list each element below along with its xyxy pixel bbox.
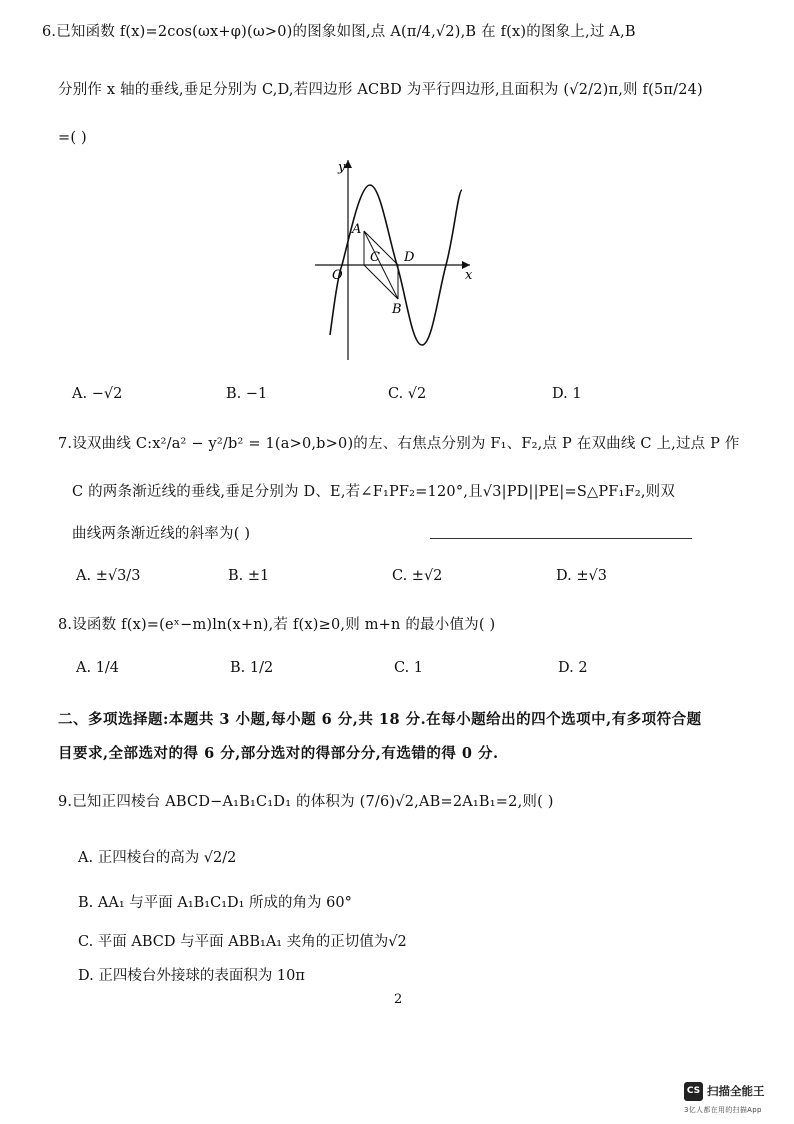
q6-option-c[interactable]: C. √2 (388, 386, 427, 402)
page-number: 2 (394, 992, 403, 1007)
label-d: D (404, 250, 415, 265)
q7-option-b[interactable]: B. ±1 (228, 568, 270, 584)
q7-option-a[interactable]: A. ±√3/3 (76, 568, 141, 584)
q8-option-b[interactable]: B. 1/2 (230, 660, 274, 676)
q6-stem-line3: =( ) (58, 130, 87, 146)
q6-stem-line2: 分别作 x 轴的垂线,垂足分别为 C,D,若四边形 ACBD 为平行四边形,且面积为 (√2/2)π,则 f(5π/24) (58, 82, 703, 98)
segment-cb (364, 265, 398, 299)
q8-option-d[interactable]: D. 2 (558, 660, 588, 676)
label-y: y (338, 160, 346, 175)
label-a: A (352, 222, 362, 237)
q8-stem: 8.设函数 f(x)=(eˣ−m)ln(x+n),若 f(x)≥0,则 m+n 的最小值为( ) (58, 617, 496, 633)
label-c: C (370, 250, 380, 265)
label-b: B (392, 302, 402, 317)
q6-option-d[interactable]: D. 1 (552, 386, 582, 402)
q9-stem: 9.已知正四棱台 ABCD−A₁B₁C₁D₁ 的体积为 (7/6)√2,AB=2A₁B₁=2,则( ) (58, 794, 554, 810)
label-x: x (465, 268, 473, 283)
q7-option-d[interactable]: D. ±√3 (556, 568, 607, 584)
q9-option-c[interactable]: C. 平面 ABCD 与平面 ABB₁A₁ 夹角的正切值为√2 (78, 934, 407, 950)
scanner-watermark (684, 1082, 794, 1122)
q9-option-d[interactable]: D. 正四棱台外接球的表面积为 10π (78, 968, 305, 984)
section2-heading-line2: 目要求,全部选对的得 6 分,部分选对的得部分分,有选错的得 0 分. (58, 745, 499, 762)
q6-option-b[interactable]: B. −1 (226, 386, 268, 402)
q7-option-c[interactable]: C. ±√2 (392, 568, 443, 584)
q6-stem-line1: 6.已知函数 f(x)=2cos(ωx+φ)(ω>0)的图象如图,点 A(π/4,√2),B 在 f(x)的图象上,过 A,B (42, 24, 636, 40)
q9-option-a[interactable]: A. 正四棱台的高为 √2/2 (78, 850, 237, 866)
q9-option-b[interactable]: B. AA₁ 与平面 A₁B₁C₁D₁ 所成的角为 60° (78, 895, 352, 911)
q6-function-graph (310, 155, 490, 365)
cs-logo-icon: CS (684, 1082, 703, 1101)
q8-option-a[interactable]: A. 1/4 (76, 660, 120, 676)
label-origin: O (332, 268, 343, 283)
q7-stem-line1: 7.设双曲线 C:x²/a² − y²/b² = 1(a>0,b>0)的左、右焦点分别为 F₁、F₂,点 P 在双曲线 C 上,过点 P 作 (58, 436, 740, 452)
watermark-name: 扫描全能王 (707, 1084, 765, 1098)
section2-heading-line1: 二、多项选择题:本题共 3 小题,每小题 6 分,共 18 分.在每小题给出的四个选项中,有多项符合题 (58, 711, 702, 728)
q6-option-a[interactable]: A. −√2 (72, 386, 123, 402)
q7-stem-line2: C 的两条渐近线的垂线,垂足分别为 D、E,若∠F₁PF₂=120°,且√3|PD||PE|=S△PF₁F₂,则双 (72, 484, 676, 500)
q8-option-c[interactable]: C. 1 (394, 660, 424, 676)
q7-stem-line3: 曲线两条渐近线的斜率为( ) (72, 526, 251, 542)
q7-underline (430, 538, 692, 539)
watermark-subtitle: 3亿人都在用的扫描App (684, 1106, 762, 1114)
